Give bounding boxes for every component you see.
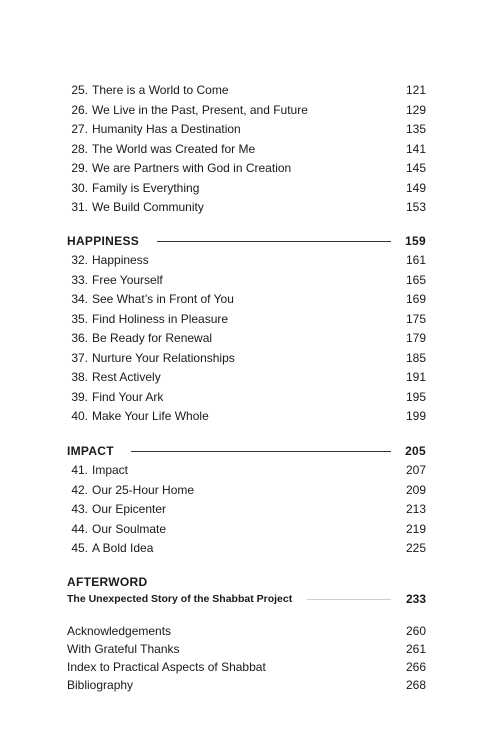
entry-page-number: 268: [405, 678, 426, 692]
toc-entry[interactable]: [67, 140, 427, 160]
entry-number: 45.: [71, 541, 88, 555]
entry-title: With Grateful Thanks: [67, 642, 180, 656]
entry-title: Impact: [92, 463, 129, 477]
toc-entry[interactable]: [67, 198, 427, 218]
entry-page-number: 161: [405, 253, 426, 267]
entry-title: Be Ready for Renewal: [92, 331, 213, 345]
entry-number: 36.: [71, 331, 88, 345]
entry-page-number: 141: [405, 141, 426, 156]
entry-number: 42.: [71, 482, 88, 497]
toc-entry[interactable]: [67, 329, 427, 349]
toc-entry[interactable]: [67, 310, 427, 330]
entry-title: A Bold Idea: [92, 541, 154, 555]
entry-page-number: 213: [405, 502, 426, 516]
toc-entry[interactable]: [67, 101, 427, 121]
entry-title: Happiness: [92, 253, 149, 267]
toc-entry[interactable]: [67, 368, 427, 388]
entry-title: Our Soulmate: [92, 521, 167, 536]
toc-entry[interactable]: [67, 388, 427, 408]
entry-title: Humanity Has a Destination: [92, 122, 241, 136]
entry-title: Free Yourself: [92, 272, 163, 287]
entry-page-number: 135: [405, 122, 426, 136]
toc-entry[interactable]: [67, 481, 427, 501]
entry-page-number: 261: [405, 642, 426, 656]
entry-number: 38.: [71, 370, 88, 384]
entry-number: 25.: [71, 83, 88, 97]
toc-entry[interactable]: [67, 461, 427, 481]
entry-number: 27.: [71, 122, 88, 136]
afterword-subtitle: The Unexpected Story of the Shabbat Project: [67, 593, 293, 605]
entry-number: 29.: [71, 161, 88, 175]
entry-page-number: 145: [405, 161, 426, 175]
entry-title: Rest Actively: [92, 370, 161, 384]
entry-page-number: 129: [405, 102, 426, 117]
entry-title: Make Your Life Whole: [92, 409, 209, 423]
entry-page-number: 225: [405, 541, 426, 555]
toc-entry[interactable]: [67, 81, 427, 101]
toc-entry[interactable]: [67, 349, 427, 369]
entry-page-number: 121: [405, 83, 426, 97]
entry-number: 30.: [71, 180, 88, 195]
entry-page-number: 153: [405, 200, 426, 214]
entry-title: We Build Community: [92, 200, 204, 214]
entry-number: 39.: [71, 389, 88, 404]
entry-number: 34.: [71, 292, 88, 306]
entry-title: Our 25-Hour Home: [92, 482, 195, 497]
entry-number: 43.: [71, 502, 88, 516]
entry-title: The World was Created for Me: [92, 141, 256, 156]
entry-title: Our Epicenter: [92, 502, 167, 516]
toc-entry[interactable]: [67, 179, 427, 199]
entry-number: 41.: [71, 463, 88, 477]
section-title: AFTERWORD: [67, 572, 153, 592]
toc-entry[interactable]: [67, 407, 427, 427]
back-matter-entry[interactable]: [67, 622, 427, 640]
entry-number: 33.: [71, 272, 88, 287]
toc-entry[interactable]: [67, 271, 427, 291]
entry-number: 28.: [71, 141, 88, 156]
entry-number: 26.: [71, 102, 88, 117]
entry-page-number: 209: [405, 482, 426, 497]
entry-page-number: 185: [405, 350, 426, 365]
section-heading-happiness[interactable]: [67, 231, 427, 251]
entry-title: Find Your Ark: [92, 389, 164, 404]
toc-entry[interactable]: [67, 520, 427, 540]
section-divider: [157, 241, 391, 242]
section-heading-impact[interactable]: [67, 441, 427, 461]
toc-entry[interactable]: [67, 159, 427, 179]
entry-page-number: 165: [405, 272, 426, 287]
entry-number: 37.: [71, 350, 88, 365]
entry-title: Find Holiness in Pleasure: [92, 311, 229, 326]
section-title: IMPACT: [67, 441, 120, 461]
section-page-number: 159: [405, 234, 426, 248]
entry-title: Family is Everything: [92, 180, 200, 195]
entry-page-number: 175: [405, 311, 426, 326]
section-divider: [307, 599, 391, 600]
entry-title: Index to Practical Aspects of Shabbat: [67, 660, 266, 674]
toc-entry[interactable]: [67, 539, 427, 559]
section-title: HAPPINESS: [67, 231, 145, 251]
section-heading-afterword[interactable]: [67, 572, 427, 592]
entry-page-number: 219: [405, 521, 426, 536]
section-page-number: 233: [405, 592, 426, 606]
entry-title: We Live in the Past, Present, and Future: [92, 102, 308, 117]
entry-page-number: 195: [405, 389, 426, 404]
entry-number: 44.: [71, 521, 88, 536]
section-divider: [131, 451, 391, 452]
back-matter-entry[interactable]: [67, 640, 427, 658]
entry-page-number: 266: [405, 660, 426, 674]
entry-page-number: 199: [405, 409, 426, 423]
back-matter-entry[interactable]: [67, 658, 427, 676]
entry-number: 40.: [71, 409, 88, 423]
entry-title: See What’s in Front of You: [92, 292, 234, 306]
entry-title: Bibliography: [67, 678, 134, 692]
toc-entry[interactable]: [67, 500, 427, 520]
toc-entry[interactable]: [67, 120, 427, 140]
entry-number: 32.: [71, 253, 88, 267]
entry-page-number: 191: [405, 370, 426, 384]
entry-page-number: 260: [405, 624, 426, 638]
back-matter-entry[interactable]: [67, 676, 427, 694]
entry-number: 35.: [71, 311, 88, 326]
entry-page-number: 149: [405, 180, 426, 195]
toc-entry[interactable]: [67, 290, 427, 310]
entry-title: We are Partners with God in Creation: [92, 161, 292, 175]
entry-page-number: 179: [405, 331, 426, 345]
section-page-number: 205: [405, 444, 426, 458]
entry-title: Nurture Your Relationships: [92, 350, 235, 365]
entry-title: Acknowledgements: [67, 624, 172, 638]
entry-page-number: 169: [405, 292, 426, 306]
entry-number: 31.: [71, 200, 88, 214]
toc-entry[interactable]: [67, 251, 427, 271]
entry-title: There is a World to Come: [92, 83, 229, 97]
afterword-subtitle-row[interactable]: [67, 590, 427, 608]
entry-page-number: 207: [405, 463, 426, 477]
